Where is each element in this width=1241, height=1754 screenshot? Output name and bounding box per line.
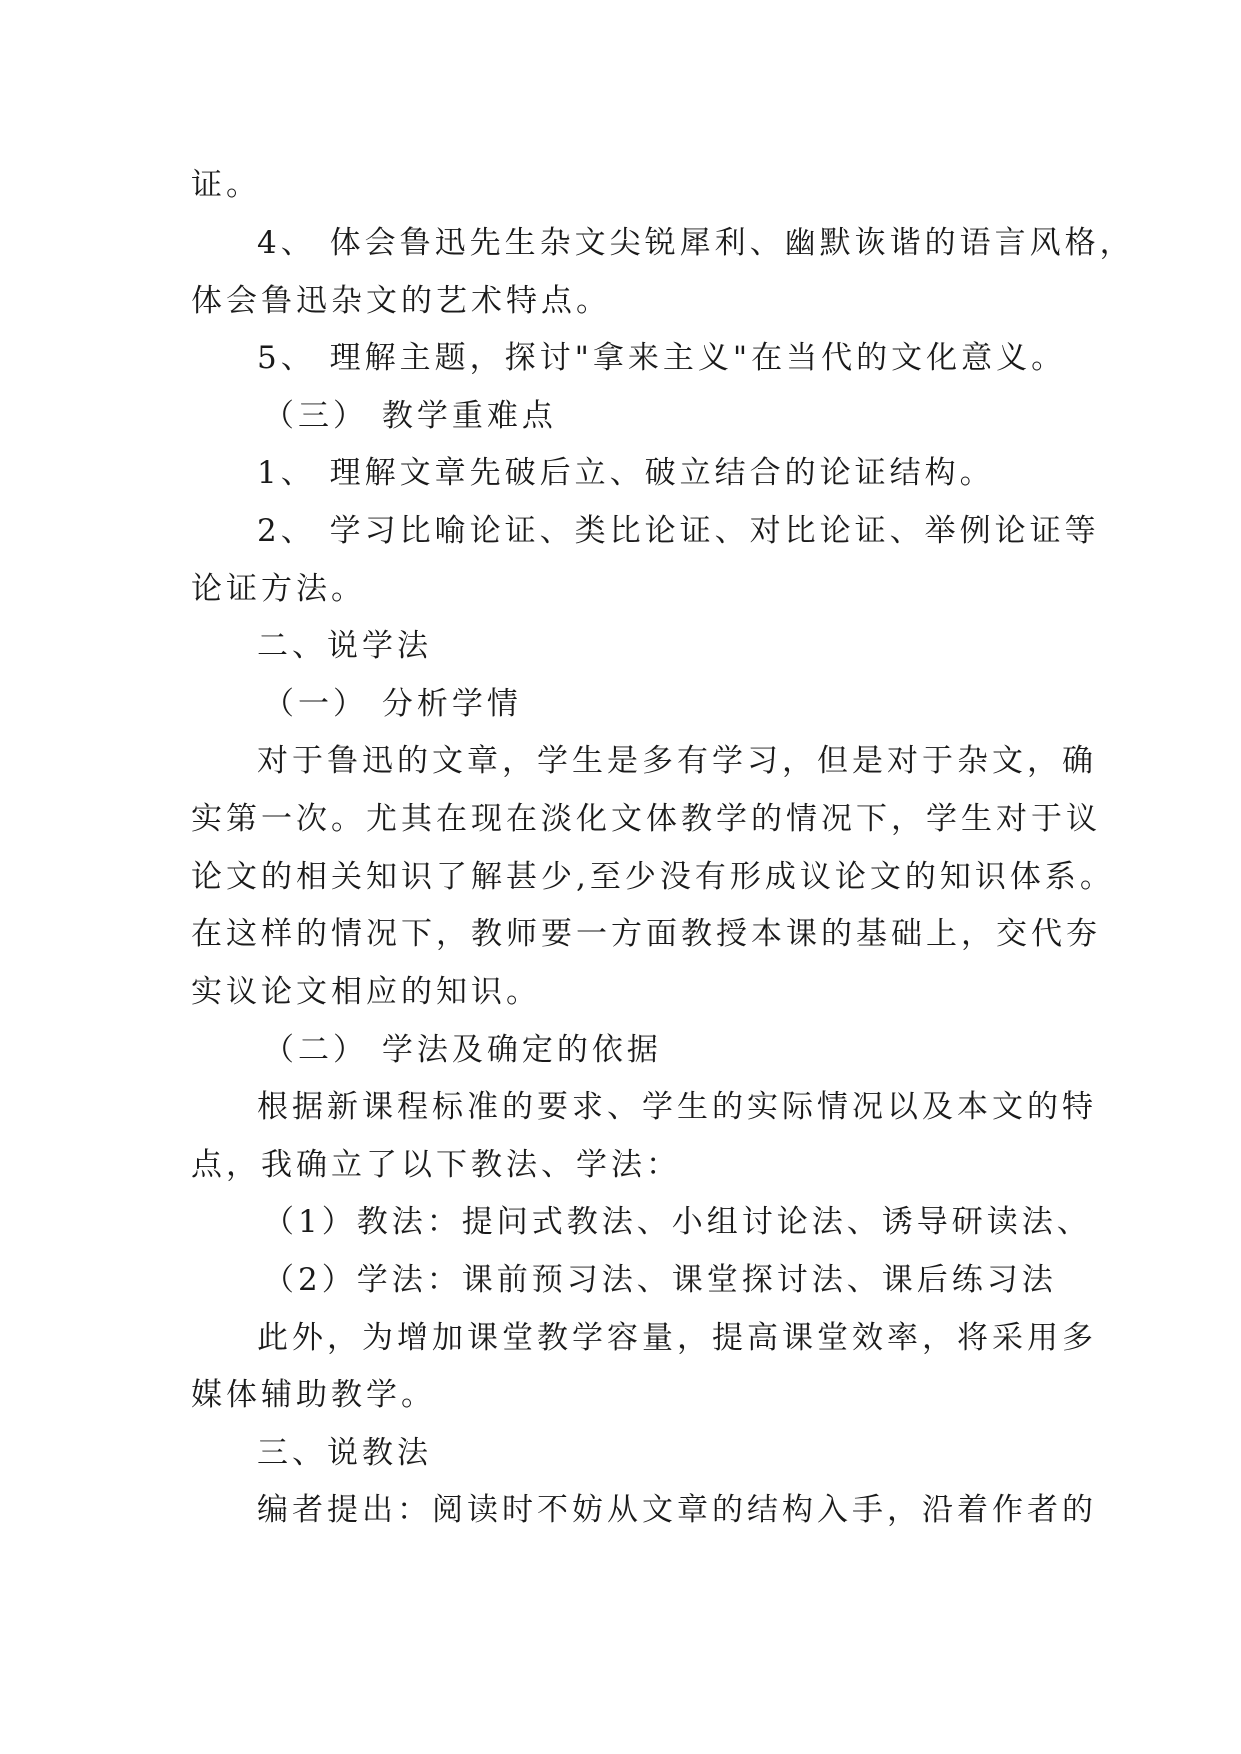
section-heading-teaching-methods: 三、说教法 (257, 1435, 432, 1471)
paragraph-line: 在这样的情况下，教师要一方面教授本课的基础上，交代夯 (191, 916, 1101, 952)
paragraph-line: 论文的相关知识了解甚少,至少没有形成议论文的知识体系。 (191, 859, 1115, 895)
list-item-study-method: （2）学法：课前预习法、课堂探讨法、课后练习法 (263, 1262, 1057, 1298)
list-item-difficulty-1: 1、 理解文章先破后立、破立结合的论证结构。 (257, 455, 995, 491)
paragraph-line: 实第一次。尤其在现在淡化文体教学的情况下，学生对于议 (191, 801, 1101, 837)
paragraph-line: 对于鲁迅的文章，学生是多有学习，但是对于杂文，确 (257, 743, 1097, 779)
list-item-teaching-method: （1）教法：提问式教法、小组讨论法、诱导研读法、 (263, 1204, 1092, 1240)
subsection-heading-learner-analysis: （一） 分析学情 (263, 686, 522, 722)
subsection-heading-study-method-basis: （二） 学法及确定的依据 (263, 1032, 662, 1068)
paragraph-line: 实议论文相应的知识。 (191, 974, 541, 1010)
paragraph-line: 编者提出：阅读时不妨从文章的结构入手，沿着作者的 (257, 1492, 1097, 1528)
text-line: 论证方法。 (191, 571, 366, 607)
list-item-difficulty-2: 2、 学习比喻论证、类比论证、对比论证、举例论证等 (257, 513, 1100, 549)
list-item-goal-5: 5、 理解主题，探讨"拿来主义"在当代的文化意义。 (257, 340, 1067, 376)
paragraph-line: 根据新课程标准的要求、学生的实际情况以及本文的特 (257, 1089, 1097, 1125)
paragraph-line: 此外，为增加课堂教学容量，提高课堂效率，将采用多 (257, 1320, 1097, 1356)
text-line: 证。 (191, 167, 261, 203)
list-item-goal-4: 4、 体会鲁迅先生杂文尖锐犀利、幽默诙谐的语言风格， (257, 225, 1135, 261)
paragraph-line: 媒体辅助教学。 (191, 1377, 436, 1413)
text-line: 体会鲁迅杂文的艺术特点。 (191, 283, 611, 319)
section-heading-study-methods: 二、说学法 (257, 628, 432, 664)
paragraph-line: 点，我确立了以下教法、学法： (191, 1147, 681, 1183)
section-heading-difficulties: （三） 教学重难点 (263, 398, 557, 434)
